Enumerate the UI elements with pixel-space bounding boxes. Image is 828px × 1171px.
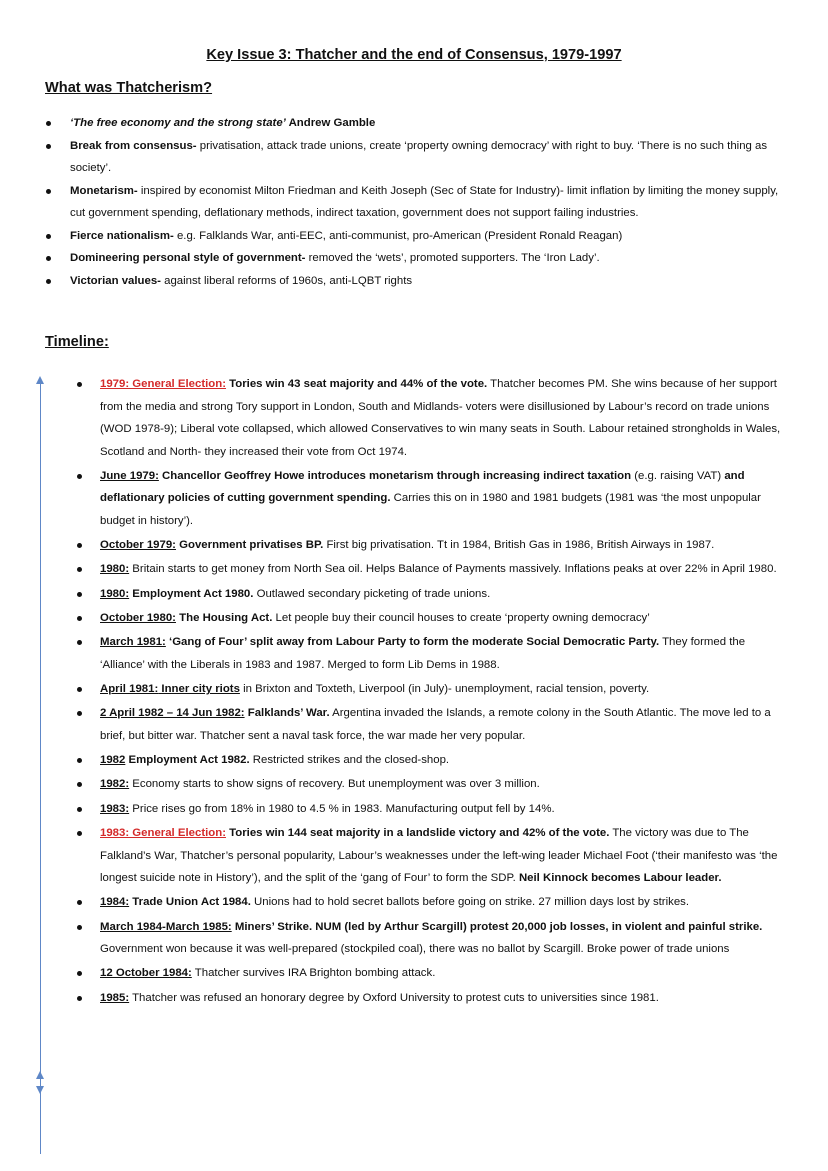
timeline-text: Outlawed secondary picketing of trade unions.	[253, 587, 491, 600]
timeline-list	[100, 373, 790, 1011]
page-title: Key Issue 3: Thatcher and the end of Consensus, 1979-1997	[206, 47, 622, 63]
timeline-item	[100, 702, 790, 747]
timeline-date: 1985:	[100, 991, 130, 1004]
timeline-date: June 1979:	[100, 469, 159, 482]
timeline-date: 1980:	[100, 563, 130, 576]
timeline-event: Chancellor Geoffrey Howe introduces monetarism through increasing indirect taxation	[158, 469, 632, 482]
timeline-event-underlined: Inner city riots	[158, 683, 240, 696]
timeline-item	[100, 891, 790, 914]
timeline-item	[100, 607, 790, 630]
timeline-text: Price rises go from 18% in 1980 to 4.5 % in 1983. Manufacturing output fell by 14%.	[129, 802, 555, 815]
list-item	[70, 247, 790, 270]
arrow-up-icon	[36, 376, 44, 384]
timeline-date: 1982	[100, 754, 126, 767]
timeline-item	[100, 962, 790, 985]
timeline-text: Britain starts to get money from North Sea oil. Helps Balance of Payments massively. Inflations peaks at over 22% in April 1980.	[129, 563, 777, 576]
timeline-text: in Brixton and Toxteth, Liverpool (in July)- unemployment, racial tension, poverty.	[239, 683, 650, 696]
timeline-event-extra: and deflationary policies of cutting government spending.	[100, 469, 745, 505]
item-author: Andrew Gamble	[285, 117, 376, 129]
timeline-text: Unions had to hold secret ballots before going on strike. 27 million days lost by strikes.	[250, 896, 690, 909]
timeline-item	[100, 749, 790, 772]
timeline-text: Let people buy their council houses to create ‘property owning democracy’	[272, 611, 650, 624]
timeline-date: 1983:	[100, 802, 130, 815]
timeline-date: October 1979:	[100, 539, 176, 552]
timeline-event: Employment Act 1982.	[125, 754, 250, 767]
item-text: privatisation, attack trade unions, create ‘property owning democracy’ with right to buy. ‘There is no such thing as society’.	[70, 139, 768, 174]
timeline-text-extra: Carries this on in 1980 and 1981 budgets (1981 was ‘the most unpopular budget in history’).	[100, 492, 761, 527]
timeline-event: Tories win 144 seat majority in a landslide victory and 42% of the vote.	[225, 827, 610, 840]
item-heading: Break from consensus-	[70, 139, 197, 152]
timeline-event: Trade Union Act 1984.	[129, 896, 251, 909]
timeline-item	[100, 534, 790, 557]
item-text: against liberal reforms of 1960s, anti-LQBT rights	[160, 274, 413, 287]
timeline-event-extra: Neil Kinnock becomes Labour leader.	[515, 872, 722, 885]
item-heading: Victorian values-	[70, 274, 161, 287]
timeline-date: 2 April 1982 – 14 Jun 1982:	[100, 707, 245, 720]
timeline-text: The victory was due to The Falkland’s War, Thatcher’s personal popularity, Labour’s weaknesses under the left-wing leader Michael Foot (‘their manifesto was ‘the longest suicide note in History’), and the split of the ‘gang of Four’ to form the SDP.	[100, 827, 778, 885]
item-heading: Domineering personal style of government-	[70, 252, 306, 264]
timeline-item	[100, 631, 790, 676]
timeline-text: (e.g. raising VAT)	[631, 469, 722, 482]
section-heading-timeline: Timeline:	[45, 334, 109, 350]
item-heading: Monetarism-	[70, 184, 138, 197]
timeline-date: October 1980:	[100, 611, 176, 624]
timeline-text: First big privatisation. Tt in 1984, British Gas in 1986, British Airways in 1987.	[323, 539, 715, 552]
list-item	[70, 112, 790, 135]
timeline-event: The Housing Act.	[175, 611, 273, 624]
arrow-up-icon	[36, 1071, 44, 1079]
list-item	[70, 180, 790, 225]
list-item	[70, 225, 790, 248]
timeline-text: They formed the ‘Alliance’ with the Liberals in 1983 and 1987. Merged to form Lib Dems in 1988.	[100, 636, 746, 671]
item-heading: ‘The free economy and the strong state’	[70, 117, 286, 129]
timeline-date: 1980:	[100, 587, 130, 600]
timeline-text: Restricted strikes and the closed-shop.	[249, 754, 450, 767]
timeline-axis-line	[40, 382, 41, 1154]
timeline-event: ‘Gang of Four’ split away from Labour Party to form the moderate Social Democratic Party.	[165, 636, 660, 649]
timeline-item	[100, 678, 790, 701]
item-text: e.g. Falklands War, anti-EEC, anti-communist, pro-American (President Ronald Reagan)	[173, 229, 623, 242]
timeline-date: 1984:	[100, 896, 130, 909]
timeline-item	[100, 558, 790, 581]
timeline-date: April 1981:	[100, 683, 159, 696]
section-heading-thatcherism: What was Thatcherism?	[45, 80, 213, 96]
timeline-event: Employment Act 1980.	[129, 587, 254, 600]
timeline-date: 12 October 1984:	[100, 967, 192, 980]
item-text: removed the ‘wets’, promoted supporters. The ‘Iron Lady’.	[305, 252, 600, 264]
arrow-down-icon	[36, 1086, 44, 1094]
timeline-item	[100, 373, 790, 463]
timeline-date: 1982:	[100, 778, 130, 791]
timeline-item	[100, 798, 790, 821]
item-heading: Fierce nationalism-	[70, 229, 174, 242]
timeline-date: March 1981:	[100, 636, 166, 649]
timeline-event: Falklands’ War.	[244, 707, 330, 720]
timeline-date: March 1984-March 1985:	[100, 920, 232, 933]
timeline-date: 1979: General Election:	[100, 378, 226, 390]
list-item	[70, 135, 790, 180]
timeline-item	[100, 773, 790, 796]
timeline-date: 1983: General Election:	[100, 827, 226, 840]
timeline-event: Miners’ Strike. NUM (led by Arthur Scargill) protest 20,000 job losses, in violent and painful strike.	[231, 920, 763, 933]
timeline-text: Thatcher survives IRA Brighton bombing attack.	[191, 967, 436, 980]
item-text: inspired by economist Milton Friedman and Keith Joseph (Sec of State for Industry)- limit inflation by limiting the money supply, cut government spending, deflationary methods, indirect taxation, government does not support failing industries.	[70, 184, 779, 219]
thatcherism-list	[70, 112, 790, 292]
timeline-item	[100, 987, 790, 1010]
timeline-event: Government privatises BP.	[175, 539, 324, 552]
timeline-text: Thatcher was refused an honorary degree by Oxford University to protest cuts to universities since 1981.	[129, 991, 659, 1004]
timeline-item	[100, 916, 790, 961]
timeline-event: Tories win 43 seat majority and 44% of the vote.	[225, 378, 488, 390]
timeline-text: Government won because it was well-prepared (stockpiled coal), there was no ballot by Scargill. Broke power of trade unions	[100, 943, 730, 956]
list-item	[70, 270, 790, 293]
timeline-text: Economy starts to show signs of recovery. But unemployment was over 3 million.	[129, 778, 540, 791]
timeline-item	[100, 822, 790, 890]
timeline-item	[100, 583, 790, 606]
timeline-item	[100, 465, 790, 533]
timeline-text: Argentina invaded the Islands, a remote colony in the South Atlantic. The move led to a brief, but bitter war. Thatcher sent a naval task force, the war made her very popular.	[100, 707, 771, 742]
timeline-text: Thatcher becomes PM. She wins because of her support from the media and strong Tory support in London, South and Midlands- voters were disillusioned by Labour’s record on trade unions (WOD 1978-9); Liberal vote collapsed, which allowed Conservatives to win many seats in South. Labour retained strongholds in Wales, Scotland and North- they increased their vote from Oct 1974.	[100, 378, 781, 458]
